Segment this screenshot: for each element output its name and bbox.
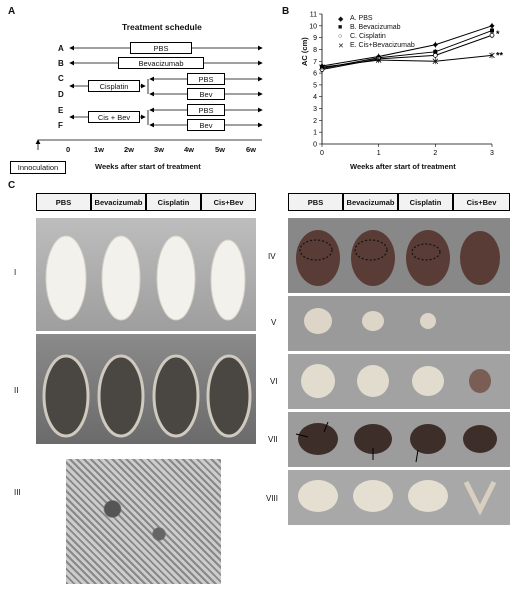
annotation-double-star: **	[496, 50, 504, 61]
row-label-a: A	[58, 44, 64, 53]
header-cisbev-left: Cis+Bev	[201, 193, 256, 211]
header-bevacizumab-left: Bevacizumab	[91, 193, 146, 211]
y-tick-label: 2	[313, 117, 317, 125]
y-tick-label: 4	[313, 94, 317, 102]
roman-vii: VII	[268, 435, 278, 444]
header-bevacizumab-right: Bevacizumab	[343, 193, 398, 211]
y-tick-label: 5	[313, 82, 317, 90]
week-0: 0	[66, 145, 71, 154]
legend-item-bevacizumab	[338, 23, 415, 32]
roman-iv: IV	[268, 252, 276, 261]
box-cis-bev: Cis + Bev	[88, 111, 140, 123]
box-pbs-a: PBS	[130, 42, 192, 54]
week-4: 4w	[184, 145, 195, 154]
panel-letter-b: B	[282, 6, 290, 17]
box-bevacizumab-b: Bevacizumab	[118, 57, 204, 69]
week-2: 2w	[124, 145, 135, 154]
box-pbs-c: PBS	[187, 73, 225, 85]
annotation-single-star: *	[496, 29, 500, 40]
legend-label: B. Bevacizumab	[350, 24, 401, 31]
point-circle	[433, 53, 437, 57]
x-tick-label: 3	[490, 150, 494, 157]
header-cisplatin-right: Cisplatin	[398, 193, 453, 211]
chart-ylabel: AC (cm)	[300, 37, 309, 66]
legend-item-pbs	[338, 14, 415, 23]
roman-i: I	[14, 268, 17, 277]
box-pbs-e: PBS	[187, 104, 225, 116]
legend-label: E. Cis+Bevacizumab	[350, 42, 415, 49]
row-label-b: B	[58, 59, 64, 68]
week-1: 1w	[94, 145, 105, 154]
y-tick-label: 11	[309, 11, 317, 19]
roman-ii: II	[14, 386, 19, 395]
row-label-f: F	[58, 121, 63, 130]
week-3: 3w	[154, 145, 165, 154]
box-bev-f: Bev	[187, 119, 225, 131]
box-bev-d: Bev	[187, 88, 225, 100]
y-tick-label: 1	[313, 129, 317, 137]
roman-vi: VI	[270, 377, 278, 386]
x-tick-label: 0	[320, 150, 324, 157]
y-tick-label: 6	[313, 70, 317, 78]
y-tick-label: 10	[309, 23, 317, 31]
point-diamond	[433, 42, 438, 47]
row-label-e: E	[58, 106, 64, 115]
y-tick-label: 0	[313, 141, 317, 149]
panel-letter-c: C	[8, 180, 16, 191]
photo-iii-histology	[66, 459, 221, 584]
x-tick-label: 1	[376, 150, 381, 157]
y-tick-label: 7	[313, 58, 317, 66]
box-cisplatin: Cisplatin	[88, 80, 140, 92]
point-circle	[490, 33, 494, 37]
point-square	[490, 29, 494, 33]
row-label-c: C	[58, 74, 64, 83]
y-tick-label: 9	[313, 35, 317, 43]
photo-ii-mice-opened	[36, 334, 256, 444]
legend-marker-cross-icon: ✕	[338, 42, 344, 50]
week-6: 6w	[246, 145, 257, 154]
header-pbs-left: PBS	[36, 193, 91, 211]
header-cisbev-right: Cis+Bev	[453, 193, 510, 211]
legend-marker-square-icon: ■	[338, 24, 343, 31]
legend-label: C. Cisplatin	[350, 33, 386, 40]
chart-xlabel: Weeks after start of treatment	[350, 162, 456, 171]
legend-marker-diamond-icon: ◆	[338, 15, 344, 23]
roman-viii: VIII	[266, 494, 279, 503]
header-pbs-right: PBS	[288, 193, 343, 211]
y-tick-label: 8	[313, 46, 317, 54]
schedule-title: Treatment schedule	[122, 22, 202, 32]
photo-v-tumor-nodules	[288, 296, 510, 351]
header-cisplatin-left: Cisplatin	[146, 193, 201, 211]
row-label-d: D	[58, 90, 64, 99]
y-tick-label: 3	[313, 106, 317, 114]
chart-legend	[338, 14, 415, 50]
photo-i-mice-front	[36, 218, 256, 331]
roman-iii: III	[14, 488, 21, 497]
roman-v: V	[271, 318, 277, 327]
legend-item-cis-bev	[338, 41, 415, 50]
legend-marker-circle-icon: ○	[338, 33, 343, 40]
x-tick-label: 2	[433, 150, 438, 157]
photo-vii-liver	[288, 412, 510, 467]
schedule-xlabel: Weeks after start of treatment	[95, 162, 201, 171]
week-5: 5w	[215, 145, 226, 154]
innoculation-box: Innoculation	[10, 161, 66, 174]
photo-viii-diaphragm	[288, 470, 510, 525]
photo-iv-organs	[288, 218, 510, 293]
panel-letter-a: A	[8, 6, 16, 17]
legend-item-cisplatin	[338, 32, 415, 41]
photo-vi-tumor-mass	[288, 354, 510, 409]
legend-label: A. PBS	[350, 15, 373, 22]
